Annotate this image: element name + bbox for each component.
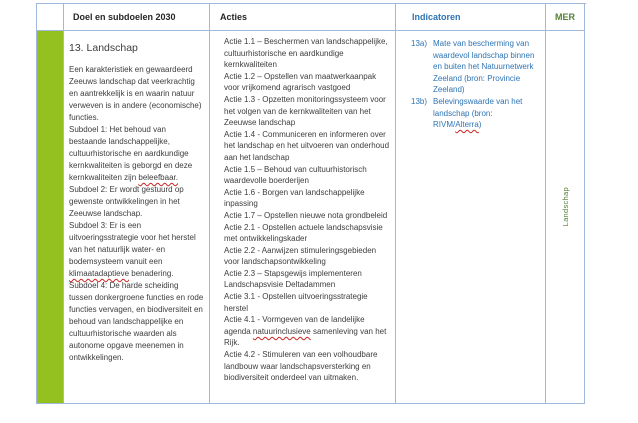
indicator-text bbox=[433, 38, 540, 96]
paragraph bbox=[224, 349, 389, 384]
paragraph bbox=[224, 245, 389, 268]
indicator-item bbox=[411, 96, 540, 131]
text-segment: Actie 1.1 – Beschermen van landschappelijke, cultuurhistorische en aardkundige kernkwaliteiten bbox=[224, 37, 388, 70]
paragraph bbox=[224, 222, 389, 245]
text-segment: Actie 1.4 - Communiceren en informeren over het landschap en het uitvoeren van onderhoud aan het landschap bbox=[224, 129, 390, 162]
paragraph bbox=[69, 220, 204, 280]
doel-cell bbox=[64, 31, 210, 404]
text-segment: Een karakteristiek en gewaardeerd Zeeuws landschap dat veerkrachtig en aantrekkelijk is en waarin natuur verweven is in andere (economische) functies. bbox=[69, 65, 202, 122]
section-title: 13. Landschap bbox=[69, 42, 138, 54]
indicatoren-list bbox=[411, 38, 540, 131]
text-segment: Subdoel 3: Er is een uitvoeringsstrategie voor het herstel van het natuurlijk water- en bodemsysteem vanuit een bbox=[69, 221, 196, 266]
paragraph bbox=[69, 280, 204, 364]
text-segment: Subdoel 1: Het behoud van bestaande landschappelijke, cultuurhistorische en aardkundige kernkwaliteiten is geborgd en deze kernkwaliteiten zijn bbox=[69, 125, 193, 182]
indicator-item bbox=[411, 38, 540, 96]
paragraph bbox=[224, 164, 389, 187]
header-cell-empty bbox=[37, 4, 64, 31]
accent-bar bbox=[37, 31, 64, 404]
misspelled-word: beleefbaar. bbox=[138, 173, 178, 182]
text-segment: Actie 2.1 - Opstellen actuele landschapsvisie met ontwikkelingskader bbox=[224, 222, 383, 244]
paragraph bbox=[224, 291, 389, 314]
text-segment: Actie 1.3 - Opzetten monitoringssysteem voor het volgen van de kernkwaliteiten van het Zeeuwse landschap bbox=[224, 94, 386, 128]
paragraph bbox=[224, 129, 389, 164]
text-segment: Actie 1.7 – Opstellen nieuwe nota grondbeleid bbox=[224, 210, 388, 220]
text-segment: samenleving van het Rijk. bbox=[224, 326, 387, 348]
paragraph bbox=[224, 314, 389, 349]
landschap-table bbox=[36, 3, 586, 404]
text-segment: Belevingswaarde van het landschap (bron: RIVM/ bbox=[433, 96, 523, 130]
paragraph bbox=[224, 71, 389, 94]
paragraph bbox=[224, 268, 389, 291]
paragraph bbox=[69, 184, 204, 220]
paragraph bbox=[224, 187, 389, 210]
text-segment: Actie 4.1 - Vormgeven van de landelijke agenda bbox=[224, 315, 365, 336]
indicator-label: 13b) bbox=[411, 96, 428, 106]
doel-paragraphs bbox=[69, 64, 204, 364]
text-segment: Mate van bescherming van waardevol landschap binnen en buiten het Natuurnetwerk Zeeland (bron: Provincie Zeeland) bbox=[433, 39, 535, 95]
misspelled-word: klimaatadaptieve bbox=[69, 269, 130, 278]
misspelled-word: natuurinclusieve bbox=[252, 326, 311, 336]
mer-vertical-label: Landschap bbox=[560, 187, 570, 227]
indicator-label: 13a) bbox=[411, 39, 428, 48]
text-segment: Actie 1.2 – Opstellen van maatwerkaanpak voor vrijkomend agrarisch vastgoed bbox=[224, 71, 377, 93]
paragraph bbox=[69, 124, 204, 184]
text-segment: Actie 2.3 – Stapsgewijs implementeren Landschapsvisie Deltadammen bbox=[224, 268, 362, 290]
text-segment: Subdoel 4: De harde scheiding tussen donkergroene functies en rode functies vervagen, en biodiversiteit en behoud van landschappelijke en cultuurhistorische waarden als autonome opgave meenemen in ontwikkelingen. bbox=[69, 281, 204, 362]
acties-list bbox=[224, 36, 389, 384]
paragraph bbox=[224, 36, 389, 71]
text-segment: Actie 2.2 - Aanwijzen stimuleringsgebieden voor landschapsontwikkeling bbox=[224, 245, 377, 267]
paragraph bbox=[224, 94, 389, 129]
header-doel: Doel en subdoelen 2030 bbox=[64, 4, 210, 31]
text-segment: Actie 1.6 - Borgen van landschappelijke inpassing bbox=[224, 187, 365, 209]
misspelled-word: Alterra bbox=[455, 120, 479, 130]
indicatoren-cell bbox=[396, 31, 546, 404]
header-indicatoren: Indicatoren bbox=[396, 4, 546, 31]
text-segment: Actie 1.5 – Behoud van cultuurhistorisch waardevolle boerderijen bbox=[224, 164, 367, 186]
acties-cell bbox=[210, 31, 396, 404]
text-segment: Actie 4.2 - Stimuleren van een volhoudbare landbouw waar landschapsversterking en biodiversiteit onderdeel van uitmaken. bbox=[224, 350, 378, 383]
paragraph bbox=[69, 64, 204, 124]
text-segment: Subdoel 2: Er wordt gestuurd op gewenste ontwikkelingen in het Zeeuwse landschap. bbox=[69, 185, 184, 218]
paragraph bbox=[224, 210, 389, 222]
header-mer: MER bbox=[546, 4, 585, 31]
header-acties: Acties bbox=[210, 4, 396, 31]
text-segment: benadering. bbox=[129, 269, 174, 278]
indicator-text bbox=[433, 96, 540, 131]
text-segment: ) bbox=[478, 120, 482, 130]
text-segment: Actie 3.1 - Opstellen uitvoeringsstrategie herstel bbox=[224, 292, 368, 313]
mer-cell bbox=[546, 31, 585, 404]
